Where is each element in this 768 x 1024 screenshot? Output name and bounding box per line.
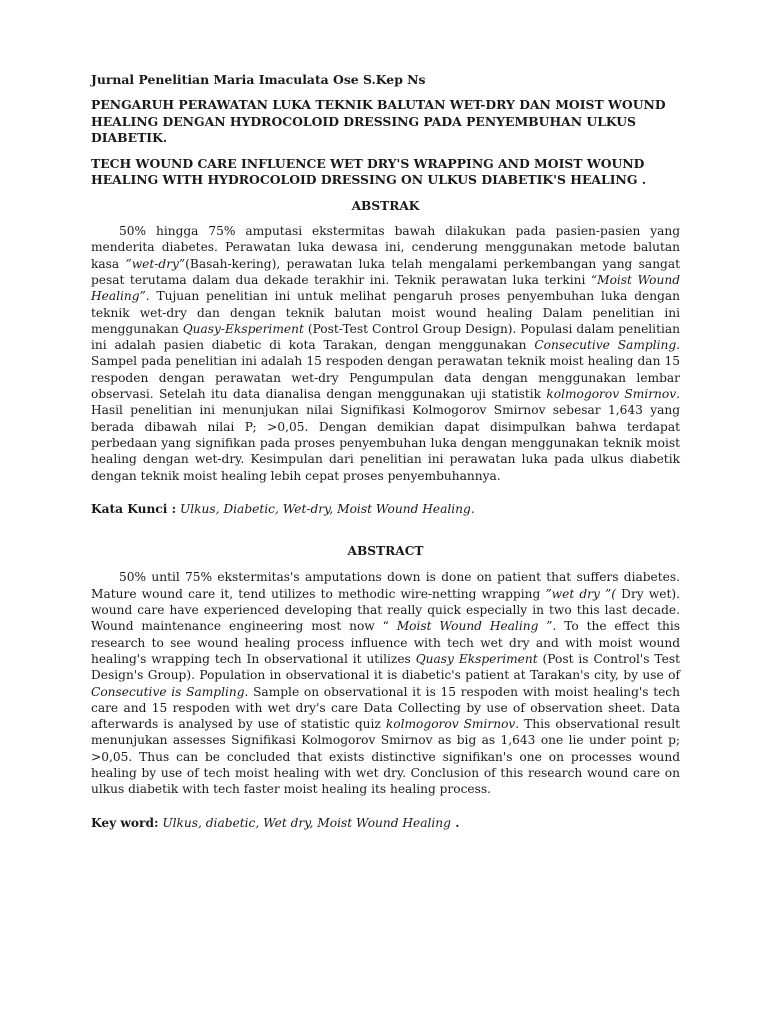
keywords-value: Ulkus, diabetic, Wet dry, Moist Wound Healing xyxy=(158,815,451,830)
abstrak-heading: ABSTRAK xyxy=(351,198,420,213)
journal-name: Jurnal Penelitian Maria Imaculata Ose S.Kep Ns xyxy=(91,72,426,87)
document-page xyxy=(91,72,680,831)
abstract-segment: 50% until 75% ekstermitas's amputations down is done on patient that suffers diabetes. Mature wound care it, tend utilizes to methodic wire-netting wrapping xyxy=(91,570,680,601)
abstract-segment: . Sample on observational it is 15 respoden with moist healing's tech care and 15 respoden with wet dry's care Data Collecting by use of observation sheet. Data afterwards is analysed by use of statistic quiz xyxy=(91,684,680,732)
keywords-value: Ulkus, Diabetic, Wet-dry, Moist Wound Healing xyxy=(176,501,471,516)
abstrak-segment: 50% hingga 75% amputasi ekstermitas bawah dilakukan pada pasien-pasien yang menderita diabetes. Perawatan luka dewasa ini, cenderung menggunakan metode balutan kasa xyxy=(91,224,680,271)
abstrak-segment: . Sampel pada penelitian ini adalah 15 respoden dengan perawatan teknik moist healing dan 15 respoden dengan perawatan wet-dry Pengumpulan data dengan menggunakan lembar observasi. Setelah itu data dianalisa dengan menggunakan uji statistik xyxy=(91,338,681,402)
abstract-segment: (Post is Control's Test Design's Group). Population in observational it is diabetic's patient at Tarakan's city, by use of xyxy=(91,651,680,683)
abstract-keywords xyxy=(91,815,680,831)
abstract-segment: Moist Wound Healing xyxy=(396,619,539,634)
abstract-segment: Quasy Eksperiment xyxy=(415,651,538,666)
abstrak-segment: . Hasil penelitian ini menunjukan nilai Signifikasi Kolmogorov Smirnov sebesar 1,643 yang berada dibawah nilai P; >0,05. Dengan demikian dapat disimpulkan bahwa terdapat perbedaan yang signifikan pada proses penyembuhan luka dengan menggunakan teknik moist healing dengan wet-dry. Kesimpulan dari penelitian ini perawatan luka pada ulkus diabetik dengan teknik moist healing lebih cepat proses penyembuhannya. xyxy=(91,387,681,483)
abstrak-segment: Consecutive Sampling xyxy=(534,338,677,353)
keywords-label: Kata Kunci : xyxy=(91,501,177,516)
title-indonesian: PENGARUH PERAWATAN LUKA TEKNIK BALUTAN WET-DRY DAN MOIST WOUND HEALING DENGAN HYDROCOLOID DRESSING PADA PENYEMBUHAN ULKUS DIABETIK. xyxy=(91,97,666,146)
keywords-end: . xyxy=(470,501,475,516)
title-english: TECH WOUND CARE INFLUENCE WET DRY'S WRAPPING AND MOIST WOUND HEALING WITH HYDROCOLOID DRESSING ON ULKUS DIABETIK'S HEALING . xyxy=(91,155,647,188)
abstrak-segment: ”wet-dry” xyxy=(125,256,186,271)
abstract-paragraph xyxy=(91,569,680,797)
abstrak-keywords xyxy=(91,501,680,517)
abstrak-segment: kolmogorov Smirnov xyxy=(546,387,677,402)
abstrak-segment: . Tujuan penelitian ini untuk melihat pengaruh proses penyembuhan luka dengan teknik wet-dry dan dengan teknik balutan moist wound healing Dalam penelitian ini menggunakan xyxy=(91,289,680,336)
abstract-segment: Consecutive is Sampling xyxy=(91,684,245,699)
abstract-heading: ABSTRACT xyxy=(347,544,424,559)
abstrak-segment: “Moist Wound Healing” xyxy=(91,272,680,304)
abstract-segment: Dry wet). wound care have experienced developing that really quick especially in two this last decade. Wound maintenance engineering most now “ xyxy=(91,586,680,634)
abstract-segment: ”wet dry ”( xyxy=(545,586,617,601)
abstrak-segment: Quasy-Eksperiment xyxy=(182,321,304,336)
keywords-end: . xyxy=(450,815,460,830)
abstract-segment: . This observational result menunjukan assesses Signifikasi Kolmogorov Smirnov as big as 1,643 one lie under point p; >0,05. Thus can be concluded that exists distinctive signifikan's one on processes wound healing by use of tech moist healing with wet dry. Conclusion of this research wound care on ulkus diabetik with tech faster moist healing its healing process. xyxy=(91,717,680,797)
abstrak-segment: (Basah-kering), perawatan luka telah mengalami perkembangan yang sangat pesat terutama dalam dua dekade terakhir ini. Teknik perawatan luka terkini xyxy=(91,256,681,287)
keywords-label: Key word: xyxy=(91,815,159,830)
abstrak-segment: (Post-Test Control Group Design). Populasi dalam penelitian ini adalah pasien diabetic di kota Tarakan, dengan menggunakan xyxy=(91,321,680,353)
abstrak-paragraph xyxy=(91,223,680,484)
abstract-segment: ”. To the effect this research to see wound healing process influence with tech wet dry and with moist wound healing's wrapping tech In observational it utilizes xyxy=(91,619,680,666)
abstract-segment: kolmogorov Smirnov xyxy=(385,717,516,732)
